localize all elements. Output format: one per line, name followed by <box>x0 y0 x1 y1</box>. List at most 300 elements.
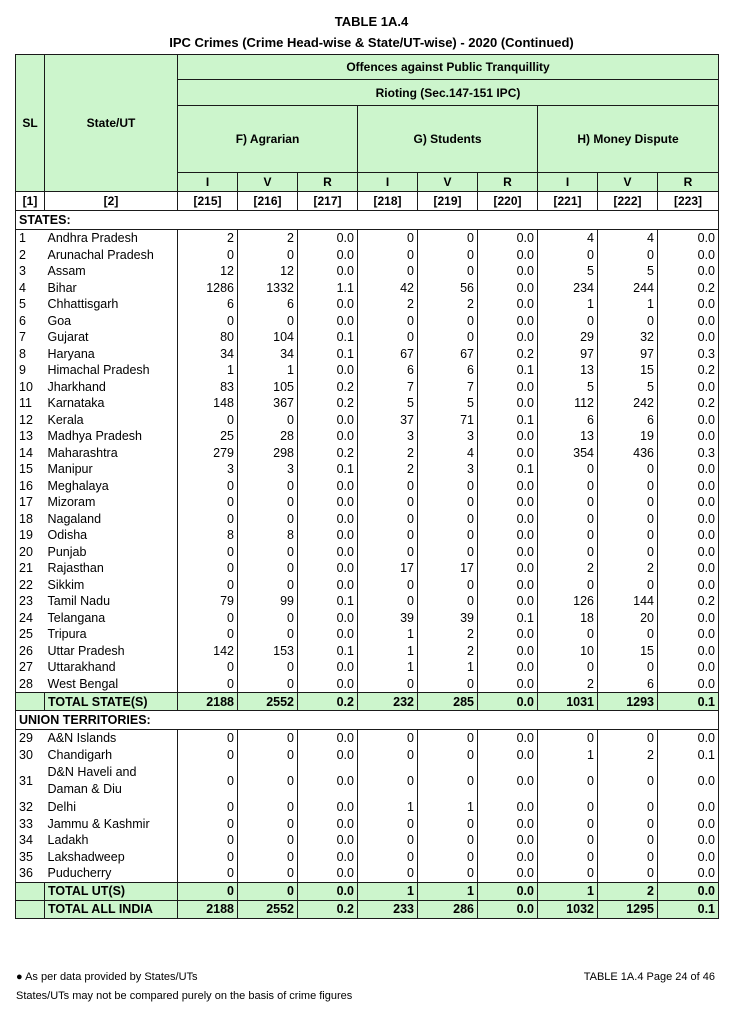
value-cell: 0 <box>178 730 238 747</box>
column-number: [215] <box>178 192 238 211</box>
sl-header: SL <box>16 55 45 192</box>
table-row <box>16 832 719 849</box>
value-cell: 6 <box>538 412 598 429</box>
table-row <box>16 428 719 445</box>
value-cell: 0 <box>418 494 478 511</box>
state-name-cell: Karnataka <box>45 395 178 412</box>
value-cell: 0.0 <box>658 676 719 693</box>
value-cell: 1 <box>538 296 598 313</box>
total-sl-cell <box>16 693 45 711</box>
value-cell: 0.0 <box>658 494 719 511</box>
value-cell: 0 <box>178 799 238 816</box>
total-value-cell: 233 <box>358 900 418 918</box>
value-cell: 0 <box>178 626 238 643</box>
value-cell: 0.2 <box>658 280 719 297</box>
sl-cell: 35 <box>16 849 45 866</box>
table-subtitle: IPC Crimes (Crime Head-wise & State/UT-wise) - 2020 (Continued) <box>169 35 574 50</box>
sl-cell: 3 <box>16 263 45 280</box>
total-value-cell: 2188 <box>178 693 238 711</box>
table-row <box>16 494 719 511</box>
total-value-cell: 0 <box>238 882 298 900</box>
value-cell: 0.0 <box>478 280 538 297</box>
value-cell: 0.0 <box>298 849 358 866</box>
value-cell: 2 <box>418 626 478 643</box>
value-cell: 0.0 <box>658 511 719 528</box>
value-cell: 0 <box>358 816 418 833</box>
value-cell: 0 <box>178 747 238 764</box>
value-cell: 0 <box>358 494 418 511</box>
value-cell: 0 <box>358 329 418 346</box>
value-cell: 83 <box>178 379 238 396</box>
value-cell: 0 <box>598 494 658 511</box>
column-number: [1] <box>16 192 45 211</box>
value-cell: 234 <box>538 280 598 297</box>
value-cell: 10 <box>538 643 598 660</box>
value-cell: 39 <box>358 610 418 627</box>
value-cell: 1 <box>358 643 418 660</box>
value-cell: 0.0 <box>658 865 719 882</box>
sl-cell: 4 <box>16 280 45 297</box>
column-number: [220] <box>478 192 538 211</box>
value-cell: 39 <box>418 610 478 627</box>
value-cell: 1 <box>418 659 478 676</box>
value-cell: 0 <box>178 577 238 594</box>
sl-cell: 31 <box>16 763 45 799</box>
value-cell: 0 <box>358 865 418 882</box>
value-cell: 0.0 <box>478 544 538 561</box>
category-header-students: G) Students <box>358 106 538 173</box>
value-cell: 2 <box>418 296 478 313</box>
value-cell: 0 <box>418 247 478 264</box>
total-value-cell: 0.2 <box>298 693 358 711</box>
value-cell: 0 <box>238 865 298 882</box>
sl-cell: 28 <box>16 676 45 693</box>
value-cell: 0.0 <box>658 577 719 594</box>
value-cell: 2 <box>358 296 418 313</box>
state-name-cell: Sikkim <box>45 577 178 594</box>
value-cell: 0 <box>538 577 598 594</box>
total-value-cell: 1032 <box>538 900 598 918</box>
total-sl-cell <box>16 900 45 918</box>
value-cell: 3 <box>178 461 238 478</box>
value-cell: 0.0 <box>478 428 538 445</box>
state-name-cell: Manipur <box>45 461 178 478</box>
value-cell: 0.0 <box>658 816 719 833</box>
sl-cell: 1 <box>16 230 45 247</box>
value-cell: 6 <box>358 362 418 379</box>
value-cell: 0 <box>598 461 658 478</box>
value-cell: 6 <box>178 296 238 313</box>
column-header: I <box>358 173 418 192</box>
value-cell: 0 <box>358 544 418 561</box>
value-cell: 0 <box>538 799 598 816</box>
total-states-row <box>16 693 719 711</box>
value-cell: 2 <box>358 445 418 462</box>
value-cell: 0.0 <box>298 428 358 445</box>
value-cell: 99 <box>238 593 298 610</box>
state-name-cell: West Bengal <box>45 676 178 693</box>
value-cell: 0 <box>178 763 238 799</box>
states-section <box>16 211 719 230</box>
value-cell: 0 <box>238 494 298 511</box>
table-title: TABLE 1A.4 <box>334 14 409 29</box>
value-cell: 0 <box>238 659 298 676</box>
states-section-label: STATES: <box>16 211 719 230</box>
value-cell: 112 <box>538 395 598 412</box>
value-cell: 0 <box>238 247 298 264</box>
value-cell: 0 <box>418 313 478 330</box>
state-name-cell: Odisha <box>45 527 178 544</box>
table-row <box>16 659 719 676</box>
value-cell: 67 <box>358 346 418 363</box>
value-cell: 0 <box>178 816 238 833</box>
value-cell: 6 <box>598 412 658 429</box>
value-cell: 0.0 <box>298 799 358 816</box>
value-cell: 436 <box>598 445 658 462</box>
value-cell: 0 <box>538 849 598 866</box>
value-cell: 0.0 <box>658 412 719 429</box>
table-row <box>16 747 719 764</box>
value-cell: 0 <box>358 676 418 693</box>
value-cell: 0 <box>238 478 298 495</box>
value-cell: 0.0 <box>298 676 358 693</box>
value-cell: 0.0 <box>298 865 358 882</box>
value-cell: 0 <box>358 511 418 528</box>
value-cell: 0 <box>238 511 298 528</box>
state-name-cell: Himachal Pradesh <box>45 362 178 379</box>
value-cell: 0 <box>358 527 418 544</box>
value-cell: 0 <box>238 763 298 799</box>
value-cell: 2 <box>358 461 418 478</box>
value-cell: 3 <box>358 428 418 445</box>
column-header: I <box>538 173 598 192</box>
state-name-cell: Bihar <box>45 280 178 297</box>
total-ut-row <box>16 882 719 900</box>
value-cell: 6 <box>598 676 658 693</box>
page-number: TABLE 1A.4 Page 24 of 46 <box>583 971 715 983</box>
value-cell: 0 <box>538 247 598 264</box>
value-cell: 0 <box>178 676 238 693</box>
value-cell: 0.1 <box>478 461 538 478</box>
table-row <box>16 379 719 396</box>
value-cell: 0 <box>598 659 658 676</box>
value-cell: 0.0 <box>298 544 358 561</box>
value-cell: 1 <box>358 659 418 676</box>
state-name-cell: Uttar Pradesh <box>45 643 178 660</box>
value-cell: 0.0 <box>298 247 358 264</box>
total-value-cell: 0.1 <box>658 900 719 918</box>
state-name-cell: Assam <box>45 263 178 280</box>
value-cell: 0 <box>178 865 238 882</box>
table-row <box>16 849 719 866</box>
value-cell: 0.0 <box>478 730 538 747</box>
value-cell: 1 <box>418 799 478 816</box>
sl-cell: 15 <box>16 461 45 478</box>
value-cell: 0 <box>418 832 478 849</box>
value-cell: 18 <box>538 610 598 627</box>
value-cell: 0 <box>538 478 598 495</box>
total-value-cell: 0.0 <box>478 900 538 918</box>
value-cell: 0.0 <box>478 445 538 462</box>
state-name-cell: Arunachal Pradesh <box>45 247 178 264</box>
value-cell: 0.0 <box>478 263 538 280</box>
value-cell: 0.2 <box>298 379 358 396</box>
value-cell: 0.0 <box>478 865 538 882</box>
value-cell: 71 <box>418 412 478 429</box>
value-cell: 153 <box>238 643 298 660</box>
total-value-cell: 2552 <box>238 900 298 918</box>
column-header: R <box>298 173 358 192</box>
sl-cell: 16 <box>16 478 45 495</box>
table-row <box>16 263 719 280</box>
value-cell: 0.0 <box>658 763 719 799</box>
column-header: V <box>238 173 298 192</box>
value-cell: 0.0 <box>478 799 538 816</box>
value-cell: 0 <box>178 832 238 849</box>
value-cell: 0.0 <box>658 610 719 627</box>
state-name-cell: Lakshadweep <box>45 849 178 866</box>
sl-cell: 14 <box>16 445 45 462</box>
value-cell: 0 <box>598 626 658 643</box>
sl-cell: 18 <box>16 511 45 528</box>
table-row <box>16 247 719 264</box>
column-header: R <box>478 173 538 192</box>
value-cell: 0 <box>538 461 598 478</box>
value-cell: 3 <box>238 461 298 478</box>
value-cell: 0 <box>238 799 298 816</box>
value-cell: 0 <box>358 230 418 247</box>
value-cell: 0 <box>178 560 238 577</box>
value-cell: 5 <box>538 263 598 280</box>
value-cell: 1 <box>598 296 658 313</box>
state-name-cell: Mizoram <box>45 494 178 511</box>
value-cell: 0 <box>238 832 298 849</box>
value-cell: 0.1 <box>298 643 358 660</box>
value-cell: 0.2 <box>478 346 538 363</box>
value-cell: 0.1 <box>658 747 719 764</box>
value-cell: 0 <box>538 544 598 561</box>
crime-table <box>15 54 719 919</box>
column-header: V <box>598 173 658 192</box>
column-number: [223] <box>658 192 719 211</box>
value-cell: 0 <box>178 412 238 429</box>
state-name-cell: Maharashtra <box>45 445 178 462</box>
value-cell: 0 <box>358 247 418 264</box>
value-cell: 80 <box>178 329 238 346</box>
value-cell: 0.0 <box>298 412 358 429</box>
state-name-cell: Haryana <box>45 346 178 363</box>
value-cell: 0.0 <box>478 478 538 495</box>
value-cell: 0 <box>238 412 298 429</box>
column-number: [2] <box>45 192 178 211</box>
state-name-cell: Chhattisgarh <box>45 296 178 313</box>
state-name-cell: Nagaland <box>45 511 178 528</box>
value-cell: 0 <box>358 832 418 849</box>
value-cell: 32 <box>598 329 658 346</box>
state-name-cell: Tripura <box>45 626 178 643</box>
state-name-cell: Andhra Pradesh <box>45 230 178 247</box>
value-cell: 0 <box>538 313 598 330</box>
value-cell: 0.0 <box>478 511 538 528</box>
total-value-cell: 0.0 <box>658 882 719 900</box>
value-cell: 0 <box>598 247 658 264</box>
value-cell: 13 <box>538 362 598 379</box>
sl-cell: 9 <box>16 362 45 379</box>
value-cell: 0 <box>418 478 478 495</box>
sl-cell: 2 <box>16 247 45 264</box>
value-cell: 0 <box>418 747 478 764</box>
state-name-cell: Telangana <box>45 610 178 627</box>
value-cell: 4 <box>598 230 658 247</box>
value-cell: 0 <box>598 763 658 799</box>
sl-cell: 19 <box>16 527 45 544</box>
value-cell: 0.1 <box>298 593 358 610</box>
value-cell: 6 <box>238 296 298 313</box>
value-cell: 0.3 <box>658 445 719 462</box>
value-cell: 0.1 <box>298 329 358 346</box>
value-cell: 0 <box>358 313 418 330</box>
category-header-money-dispute: H) Money Dispute <box>538 106 719 173</box>
sl-cell: 33 <box>16 816 45 833</box>
table-row <box>16 412 719 429</box>
table-row <box>16 296 719 313</box>
value-cell: 0.1 <box>478 412 538 429</box>
value-cell: 1332 <box>238 280 298 297</box>
sl-cell: 6 <box>16 313 45 330</box>
value-cell: 0.2 <box>298 395 358 412</box>
value-cell: 0.0 <box>478 832 538 849</box>
value-cell: 6 <box>418 362 478 379</box>
value-cell: 0.0 <box>658 544 719 561</box>
value-cell: 0 <box>358 849 418 866</box>
value-cell: 0.0 <box>478 527 538 544</box>
value-cell: 148 <box>178 395 238 412</box>
value-cell: 0 <box>178 610 238 627</box>
value-cell: 0.0 <box>658 626 719 643</box>
table-row <box>16 329 719 346</box>
value-cell: 0.0 <box>298 747 358 764</box>
total-value-cell: 1 <box>358 882 418 900</box>
total-value-cell: 0.0 <box>298 882 358 900</box>
value-cell: 0 <box>238 313 298 330</box>
sl-cell: 8 <box>16 346 45 363</box>
state-name-cell: Jammu & Kashmir <box>45 816 178 833</box>
total-value-cell: 1 <box>538 882 598 900</box>
value-cell: 279 <box>178 445 238 462</box>
value-cell: 0 <box>538 816 598 833</box>
value-cell: 0 <box>418 763 478 799</box>
value-cell: 28 <box>238 428 298 445</box>
value-cell: 0.0 <box>298 313 358 330</box>
value-cell: 3 <box>418 428 478 445</box>
state-name-cell: Gujarat <box>45 329 178 346</box>
value-cell: 0 <box>358 763 418 799</box>
table-row <box>16 610 719 627</box>
column-number: [216] <box>238 192 298 211</box>
value-cell: 0 <box>238 577 298 594</box>
value-cell: 0 <box>238 730 298 747</box>
state-name-cell: Kerala <box>45 412 178 429</box>
sl-cell: 10 <box>16 379 45 396</box>
total-label-cell: TOTAL UT(S) <box>45 882 178 900</box>
value-cell: 0 <box>178 659 238 676</box>
value-cell: 17 <box>418 560 478 577</box>
total-all-india-row <box>16 900 719 918</box>
table-row <box>16 560 719 577</box>
value-cell: 0 <box>538 626 598 643</box>
value-cell: 0 <box>418 230 478 247</box>
value-cell: 0 <box>238 626 298 643</box>
value-cell: 0.3 <box>658 346 719 363</box>
value-cell: 5 <box>418 395 478 412</box>
column-number: [219] <box>418 192 478 211</box>
column-number: [221] <box>538 192 598 211</box>
total-value-cell: 0.1 <box>658 693 719 711</box>
table-row <box>16 577 719 594</box>
table-row <box>16 362 719 379</box>
value-cell: 4 <box>418 445 478 462</box>
value-cell: 0 <box>358 577 418 594</box>
sl-cell: 27 <box>16 659 45 676</box>
value-cell: 0 <box>598 577 658 594</box>
value-cell: 0.0 <box>478 395 538 412</box>
value-cell: 7 <box>418 379 478 396</box>
state-name-cell: Ladakh <box>45 832 178 849</box>
table-row <box>16 280 719 297</box>
value-cell: 0.0 <box>478 643 538 660</box>
value-cell: 0.0 <box>478 626 538 643</box>
value-cell: 0.0 <box>478 577 538 594</box>
value-cell: 1 <box>178 362 238 379</box>
value-cell: 0 <box>598 511 658 528</box>
table-row <box>16 799 719 816</box>
value-cell: 0 <box>538 865 598 882</box>
state-header: State/UT <box>45 55 178 192</box>
value-cell: 0.0 <box>478 329 538 346</box>
value-cell: 0.0 <box>298 230 358 247</box>
value-cell: 0 <box>418 849 478 866</box>
table-row <box>16 865 719 882</box>
sl-cell: 34 <box>16 832 45 849</box>
value-cell: 0 <box>598 730 658 747</box>
table-row <box>16 544 719 561</box>
value-cell: 7 <box>358 379 418 396</box>
value-cell: 0 <box>598 832 658 849</box>
sl-cell: 22 <box>16 577 45 594</box>
value-cell: 0 <box>418 527 478 544</box>
table-row <box>16 346 719 363</box>
value-cell: 0.0 <box>658 428 719 445</box>
value-cell: 19 <box>598 428 658 445</box>
value-cell: 5 <box>598 379 658 396</box>
value-cell: 3 <box>418 461 478 478</box>
table-row <box>16 395 719 412</box>
value-cell: 5 <box>358 395 418 412</box>
value-cell: 0.0 <box>658 379 719 396</box>
value-cell: 298 <box>238 445 298 462</box>
value-cell: 0.0 <box>478 676 538 693</box>
value-cell: 0 <box>598 313 658 330</box>
value-cell: 0.0 <box>298 263 358 280</box>
value-cell: 0 <box>598 816 658 833</box>
value-cell: 25 <box>178 428 238 445</box>
value-cell: 2 <box>238 230 298 247</box>
total-value-cell: 0.0 <box>478 882 538 900</box>
sl-cell: 20 <box>16 544 45 561</box>
value-cell: 97 <box>598 346 658 363</box>
value-cell: 0 <box>238 676 298 693</box>
value-cell: 0.0 <box>658 461 719 478</box>
